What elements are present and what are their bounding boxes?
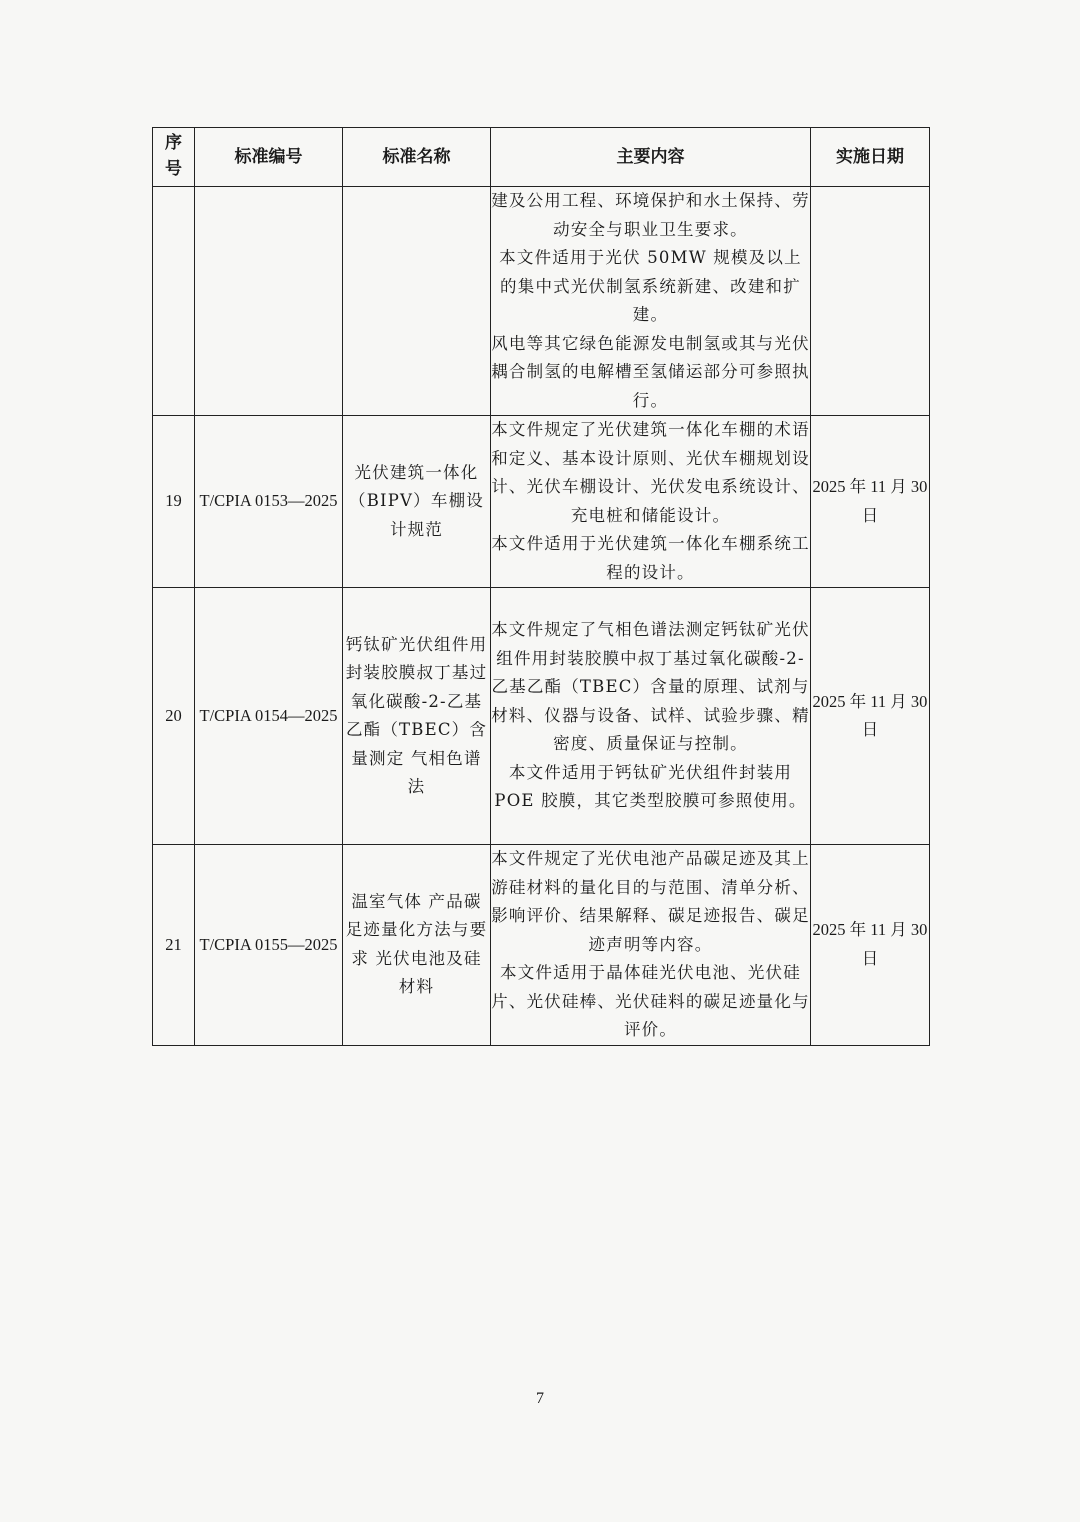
table-row [153,588,930,845]
row-name: 钙钛矿光伏组件用封装胶膜叔丁基过氧化碳酸-2-乙基乙酯（TBEC）含量测定 气相色谱法 [343,588,491,845]
content-paragraph: 本文件规定了气相色谱法测定钙钛矿光伏组件用封装胶膜中叔丁基过氧化碳酸-2-乙基乙酯（TBEC）含量的原理、试剂与材料、仪器与设备、试样、试验步骤、精密度、质量保证与控制。 [491,620,810,754]
table-row [153,187,930,416]
header-code: 标准编号 [195,128,343,187]
row-seq: 20 [153,588,195,845]
content-paragraph: 本文件适用于光伏 50MW 规模及以上的集中式光伏制氢系统新建、改建和扩建。 [499,248,802,324]
row-date: 2025 年 11 月 30 日 [811,588,930,845]
row-date: 2025 年 11 月 30 日 [811,416,930,588]
content-paragraph: 本文件规定了光伏电池产品碳足迹及其上游硅材料的量化目的与范围、清单分析、影响评价、结果解释、碳足迹报告、碳足迹声明等内容。 [491,849,810,954]
row-name: 温室气体 产品碳足迹量化方法与要求 光伏电池及硅材料 [343,845,491,1046]
row-seq: 19 [153,416,195,588]
row-date [811,187,930,416]
row-name: 光伏建筑一体化（BIPV）车棚设计规范 [343,416,491,588]
row-content [491,187,811,416]
row-code [195,187,343,416]
row-content [491,416,811,588]
standards-table [152,127,930,1046]
content-paragraph: 建及公用工程、环境保护和水土保持、劳动安全与职业卫生要求。 [491,191,810,239]
table-row [153,416,930,588]
header-seq-label: 序号 [165,133,182,180]
row-seq: 21 [153,845,195,1046]
content-paragraph: 本文件适用于晶体硅光伏电池、光伏硅片、光伏硅棒、光伏硅料的碳足迹量化与评价。 [491,963,810,1039]
page-number: 7 [536,1390,544,1407]
row-seq [153,187,195,416]
header-name: 标准名称 [343,128,491,187]
header-date: 实施日期 [811,128,930,187]
row-content [491,845,811,1046]
table-header-row [153,128,930,187]
content-paragraph: 本文件适用于光伏建筑一体化车棚系统工程的设计。 [491,534,810,582]
header-seq [153,128,195,187]
row-name [343,187,491,416]
row-code: T/CPIA 0154—2025 [195,588,343,845]
row-content [491,588,811,845]
content-paragraph: 本文件适用于钙钛矿光伏组件封装用 POE 胶膜，其它类型胶膜可参照使用。 [494,762,807,811]
row-code: T/CPIA 0155—2025 [195,845,343,1046]
row-date: 2025 年 11 月 30 日 [811,845,930,1046]
header-content: 主要内容 [491,128,811,187]
content-paragraph: 本文件规定了光伏建筑一体化车棚的术语和定义、基本设计原则、光伏车棚规划设计、光伏车棚设计、光伏发电系统设计、充电桩和储能设计。 [491,420,810,525]
row-code: T/CPIA 0153—2025 [195,416,343,588]
content-paragraph: 风电等其它绿色能源发电制氢或其与光伏耦合制氢的电解槽至氢储运部分可参照执行。 [491,333,810,410]
table-row [153,845,930,1046]
